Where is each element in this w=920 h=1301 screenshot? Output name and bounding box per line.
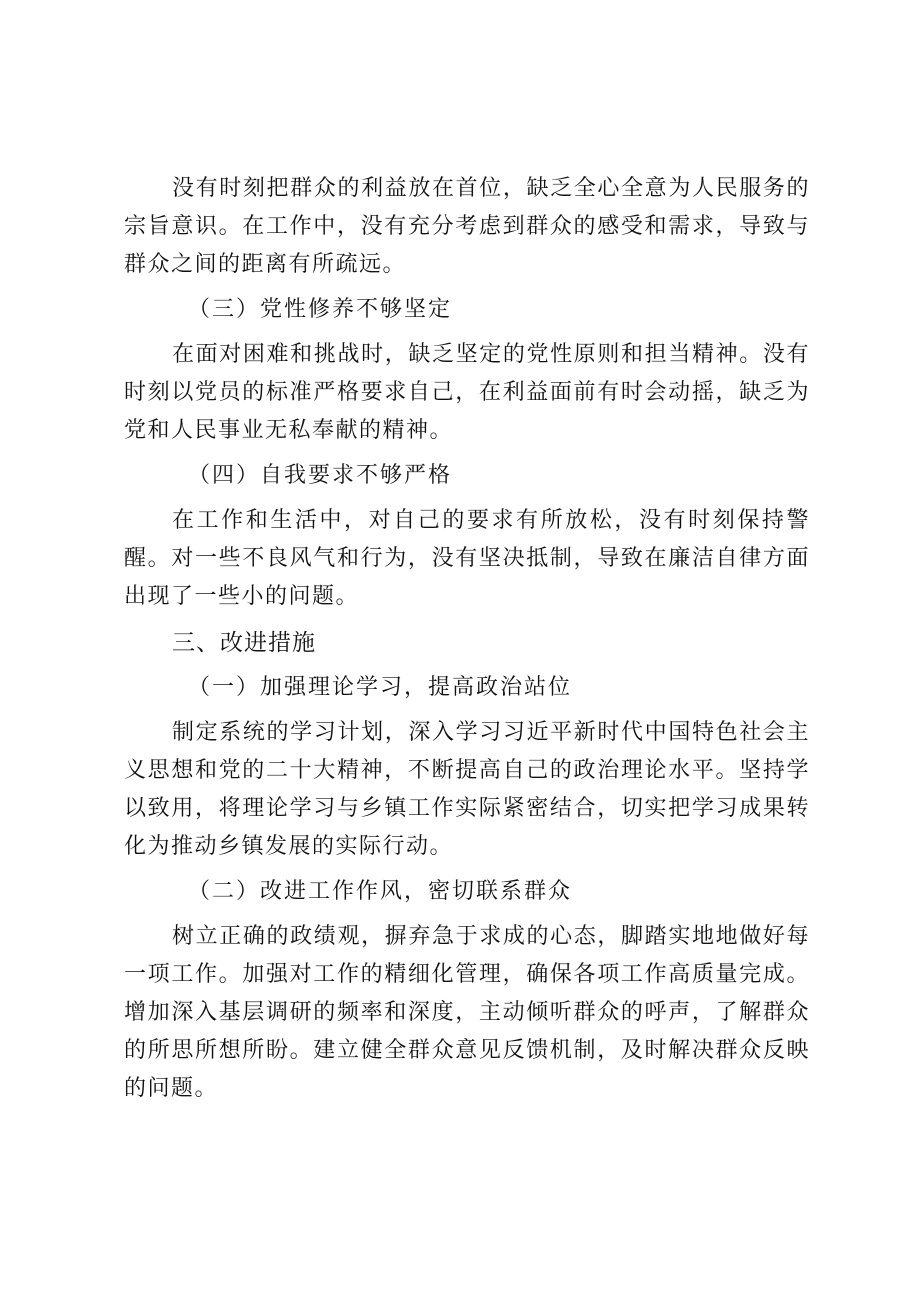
document-page <box>124 170 810 1108</box>
paragraph-party-spirit: 在面对困难和挑战时，缺乏坚定的党性原则和担当精神。没有时刻以党员的标准严格要求自己，在利益面前有时会动摇，缺乏为党和人民事业无私奉献的精神。 <box>124 342 810 443</box>
subheading-theory-study: （一）加强理论学习，提高政治站位 <box>188 675 573 700</box>
paragraph-self-discipline: 在工作和生活中，对自己的要求有所放松，没有时刻保持警醒。对一些不良风气和行为，没有坚决抵制，导致在廉洁自律方面出现了一些小的问题。 <box>124 508 810 609</box>
subheading-self-discipline: （四）自我要求不够严格 <box>188 463 453 488</box>
paragraph-work-style: 树立正确的政绩观，摒弃急于求成的心态，脚踏实地地做好每一项工作。加强对工作的精细化管理，确保各项工作高质量完成。增加深入基层调研的频率和深度，主动倾听群众的呼声，了解群众的所思所想所盼。建立健全群众意见反馈机制，及时解决群众反映的问题。 <box>124 924 810 1101</box>
paragraph-theory-study: 制定系统的学习计划，深入学习习近平新时代中国特色社会主义思想和党的二十大精神，不断提高自己的政治理论水平。坚持学以致用，将理论学习与乡镇工作实际紧密结合，切实把学习成果转化为推动乡镇发展的实际行动。 <box>124 720 810 859</box>
section-heading-improvement: 三、改进措施 <box>172 630 316 656</box>
paragraph-people-interest: 没有时刻把群众的利益放在首位，缺乏全心全意为人民服务的宗旨意识。在工作中，没有充分考虑到群众的感受和需求，导致与群众之间的距离有所疏远。 <box>124 176 810 277</box>
subheading-party-spirit: （三）党性修养不够坚定 <box>188 297 453 322</box>
subheading-work-style: （二）改进工作作风，密切联系群众 <box>188 879 573 904</box>
